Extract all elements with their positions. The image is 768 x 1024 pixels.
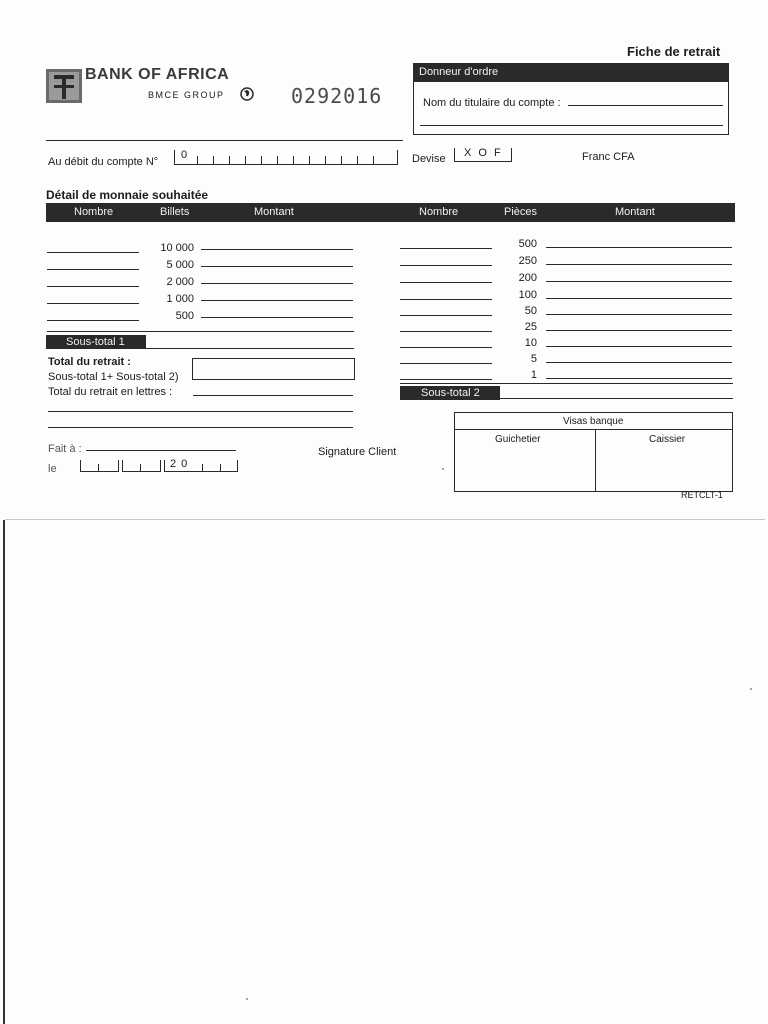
- scan-left-edge: [3, 520, 5, 1024]
- piece-10: 10: [524, 337, 537, 349]
- header-pieces: Pièces: [504, 206, 538, 218]
- bank-logo: [46, 69, 82, 103]
- total-in-words-field-3[interactable]: [48, 427, 353, 428]
- piece-50: 50: [524, 305, 537, 317]
- fait-a-label: Fait à :: [48, 443, 82, 455]
- holder-label: Nom du titulaire du compte :: [423, 97, 561, 109]
- total-title: Total du retrait :: [48, 356, 131, 368]
- piece-count-500[interactable]: [400, 248, 492, 249]
- donneur-header-bar: [413, 63, 729, 82]
- sous-total-2-field[interactable]: [500, 398, 733, 399]
- signature-client-label: Signature Client: [318, 446, 397, 458]
- piece-500: 500: [518, 238, 537, 250]
- piece-200: 200: [518, 272, 537, 284]
- piece-amount-1[interactable]: [546, 378, 732, 379]
- total-amount-field[interactable]: [192, 358, 355, 380]
- caissier-label: Caissier: [649, 434, 686, 445]
- piece-count-200[interactable]: [400, 282, 492, 283]
- holder-name-field-2[interactable]: [420, 125, 723, 126]
- billet-amount-500[interactable]: [201, 317, 353, 318]
- sous-total-1-bar: [46, 335, 146, 349]
- piece-amount-50[interactable]: [546, 314, 732, 315]
- sous-total-2-label: Sous-total 2: [421, 387, 480, 399]
- date-field[interactable]: [80, 460, 238, 472]
- billet-1000: 1 000: [166, 293, 194, 305]
- piece-count-10[interactable]: [400, 347, 492, 348]
- form-bottom-edge: [5, 519, 765, 520]
- billet-amount-2000[interactable]: [201, 283, 353, 284]
- globe-icon: [240, 87, 254, 101]
- devise-label: Devise: [412, 153, 446, 165]
- billet-amount-10000[interactable]: [201, 249, 353, 250]
- piece-amount-250[interactable]: [546, 264, 732, 265]
- devise-code: X O F: [464, 147, 503, 159]
- billets-divider: [47, 331, 354, 332]
- donneur-header: Donneur d'ordre: [419, 66, 499, 78]
- piece-count-1[interactable]: [400, 379, 492, 380]
- currency-name: Franc CFA: [582, 151, 635, 163]
- piece-count-50[interactable]: [400, 315, 492, 316]
- sous-total-2-bar: [400, 386, 500, 400]
- piece-250: 250: [518, 255, 537, 267]
- le-label: le: [48, 463, 57, 475]
- piece-amount-500[interactable]: [546, 247, 732, 248]
- bank-logo-icon: [46, 69, 82, 103]
- detail-header-bar: [46, 203, 735, 222]
- caissier-signature-field[interactable]: [596, 429, 730, 489]
- piece-amount-100[interactable]: [546, 298, 732, 299]
- total-in-words-field-2[interactable]: [48, 411, 353, 412]
- billet-amount-1000[interactable]: [201, 300, 353, 301]
- pieces-divider: [400, 383, 733, 384]
- header-montant-right: Montant: [615, 206, 655, 218]
- bank-group: BMCE GROUP: [148, 90, 225, 100]
- billet-count-2000[interactable]: [47, 286, 139, 287]
- sous-total-1-field[interactable]: [146, 348, 354, 349]
- piece-100: 100: [518, 289, 537, 301]
- fait-a-field[interactable]: [86, 450, 236, 451]
- guichetier-label: Guichetier: [495, 434, 541, 445]
- account-number-field[interactable]: [174, 150, 398, 165]
- piece-count-5[interactable]: [400, 363, 492, 364]
- header-nombre-left: Nombre: [74, 206, 114, 218]
- piece-count-100[interactable]: [400, 299, 492, 300]
- piece-count-250[interactable]: [400, 265, 492, 266]
- date-year-prefix: 2 0: [170, 458, 189, 470]
- guichetier-signature-field[interactable]: [455, 429, 594, 489]
- billet-500: 500: [175, 310, 194, 322]
- holder-name-field[interactable]: [568, 105, 723, 106]
- piece-amount-25[interactable]: [546, 330, 732, 331]
- total-formula: Sous-total 1+ Sous-total 2): [48, 371, 179, 383]
- devise-field[interactable]: [454, 148, 512, 162]
- form-title: Fiche de retrait: [627, 44, 721, 59]
- header-divider: [46, 140, 403, 141]
- form-reference: RETCLT-1: [681, 490, 723, 500]
- piece-amount-5[interactable]: [546, 362, 732, 363]
- header-montant-left: Montant: [254, 206, 294, 218]
- billet-5000: 5 000: [166, 259, 194, 271]
- piece-amount-200[interactable]: [546, 281, 732, 282]
- billet-2000: 2 000: [166, 276, 194, 288]
- total-in-words-field[interactable]: [193, 395, 353, 396]
- billet-10000: 10 000: [160, 242, 194, 254]
- piece-5: 5: [530, 353, 537, 365]
- visas-title: Visas banque: [563, 416, 624, 427]
- billet-count-1000[interactable]: [47, 303, 139, 304]
- bank-name: BANK OF AFRICA: [85, 66, 230, 83]
- scan-speck: [750, 688, 752, 690]
- piece-25: 25: [524, 321, 537, 333]
- piece-count-25[interactable]: [400, 331, 492, 332]
- account-prefix: 0: [181, 149, 188, 161]
- piece-1: 1: [530, 369, 537, 381]
- total-in-words-label: Total du retrait en lettres :: [48, 386, 173, 398]
- billet-count-10000[interactable]: [47, 252, 139, 253]
- sous-total-1-label: Sous-total 1: [66, 336, 125, 348]
- detail-heading: Détail de monnaie souhaitée: [46, 188, 209, 202]
- billet-amount-5000[interactable]: [201, 266, 353, 267]
- scan-speck: [246, 998, 248, 1000]
- billet-count-500[interactable]: [47, 320, 139, 321]
- piece-amount-10[interactable]: [546, 346, 732, 347]
- scan-speck: [442, 468, 444, 470]
- billet-count-5000[interactable]: [47, 269, 139, 270]
- account-label: Au débit du compte N°: [48, 156, 159, 168]
- header-nombre-right: Nombre: [419, 206, 459, 218]
- serial-number: 0292016: [291, 84, 383, 108]
- header-billets: Billets: [160, 206, 190, 218]
